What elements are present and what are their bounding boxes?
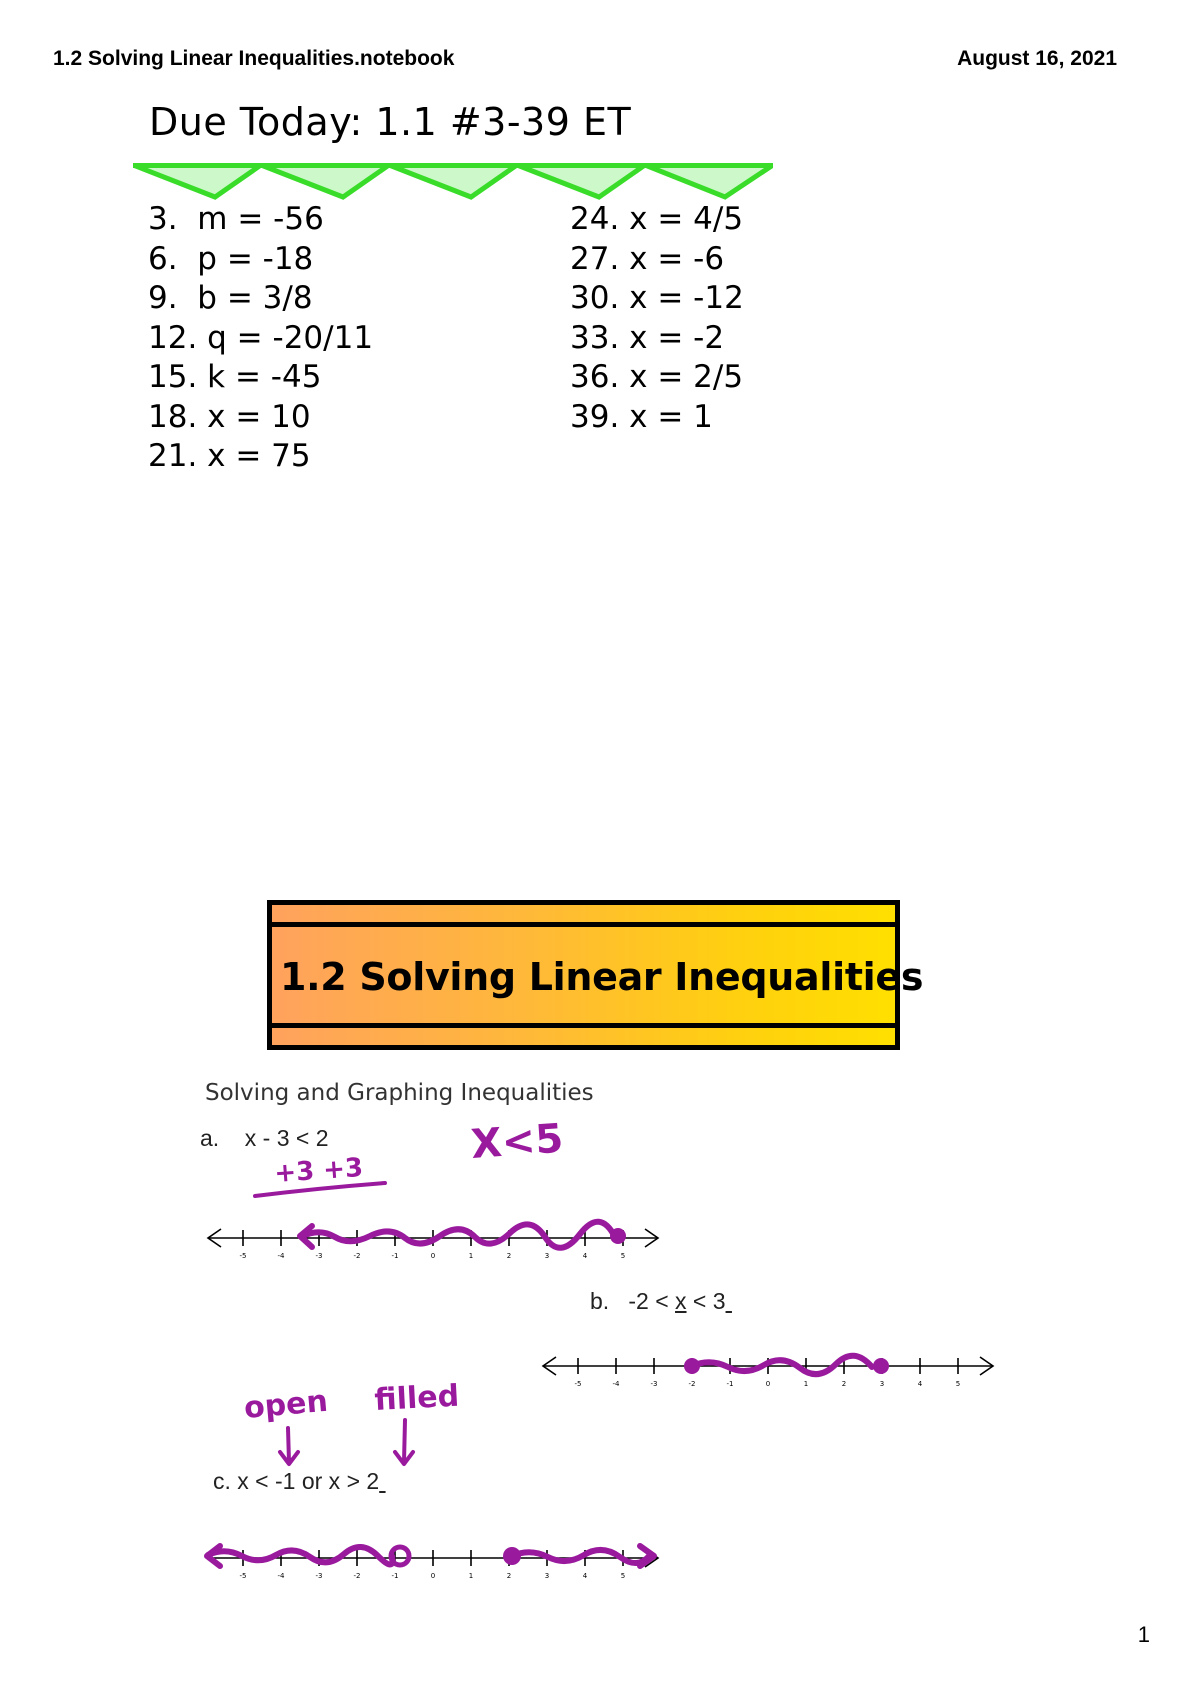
number-line-tick-label: 1 — [803, 1380, 809, 1388]
answer-item: 18. x = 10 — [148, 398, 311, 435]
answer-item: 15. k = -45 — [148, 359, 322, 395]
section-title: 1.2 Solving Linear Inequalities — [280, 955, 924, 999]
number-line-tick-label: -3 — [650, 1380, 658, 1388]
number-line-tick-label: 0 — [430, 1252, 436, 1260]
problem-b-blank — [726, 1288, 732, 1314]
number-line-tick-label: -1 — [391, 1252, 399, 1260]
number-line-tick-label: 0 — [765, 1380, 771, 1388]
number-line-tick-label: 5 — [620, 1252, 626, 1260]
number-line-tick-label: 0 — [430, 1572, 436, 1580]
banner-stripe — [272, 922, 895, 927]
number-line-tick-label: -1 — [391, 1572, 399, 1580]
number-line-tick-label: 2 — [506, 1572, 512, 1580]
due-today-heading: Due Today: 1.1 #3-39 ET — [149, 100, 632, 144]
problem-c — [213, 1468, 386, 1495]
answer-item: 36. x = 2/5 — [570, 359, 744, 395]
number-line-tick-label: 4 — [582, 1572, 588, 1580]
answer-item: 39. x = 1 — [570, 398, 713, 435]
problem-c-blank — [379, 1468, 385, 1494]
problem-b-expression-start: -2 < — [628, 1288, 676, 1314]
page-number: 1 — [1137, 1622, 1150, 1647]
answer-item: 12. q = -20/11 — [148, 319, 374, 356]
number-line-tick-label: 1 — [468, 1252, 474, 1260]
number-line-tick-label: -5 — [239, 1572, 247, 1580]
problem-c-label: c. — [213, 1468, 231, 1494]
number-line-tick-label: -4 — [277, 1252, 285, 1260]
number-line-tick-label: -4 — [277, 1572, 285, 1580]
answer-item: 27. x = -6 — [570, 240, 725, 277]
problem-a-expression: x - 3 < 2 — [244, 1125, 329, 1151]
number-line-tick-label: -5 — [239, 1252, 247, 1260]
number-line-tick-label: 5 — [620, 1572, 626, 1580]
problem-c-expression: x < -1 or x > 2 — [237, 1468, 380, 1494]
number-line-tick-label: -2 — [688, 1380, 696, 1388]
handwritten-note-filled: filled — [373, 1378, 460, 1418]
number-line-tick-label: -3 — [315, 1252, 323, 1260]
number-line-tick-label: 5 — [955, 1380, 961, 1388]
subheading: Solving and Graphing Inequalities — [205, 1080, 594, 1106]
banner-stripe — [272, 1023, 895, 1028]
number-line-c — [205, 1545, 665, 1595]
answers-column-left — [148, 200, 373, 477]
problem-b — [590, 1288, 732, 1315]
answer-item: 3. m = -56 — [148, 201, 324, 237]
number-line-tick-label: 3 — [544, 1572, 550, 1580]
section-title-banner — [267, 900, 924, 1050]
problem-b-label: b. — [590, 1288, 610, 1314]
number-line-tick-label: 3 — [544, 1252, 550, 1260]
document-title: 1.2 Solving Linear Inequalities.notebook — [53, 47, 455, 70]
zigzag-banner-decoration — [133, 163, 773, 203]
answer-item: 9. b = 3/8 — [148, 280, 313, 316]
number-line-b — [540, 1353, 1000, 1403]
number-line-tick-label: 1 — [468, 1572, 474, 1580]
number-line-tick-label: 4 — [582, 1252, 588, 1260]
number-line-tick-label: 2 — [506, 1252, 512, 1260]
number-line-tick-label: -2 — [353, 1572, 361, 1580]
answer-item: 6. p = -18 — [148, 240, 314, 277]
answers-column-right — [570, 200, 744, 437]
number-line-tick-label: 3 — [879, 1380, 885, 1388]
handwritten-note-open: open — [242, 1383, 330, 1426]
handwritten-answer-a: X<5 — [469, 1115, 565, 1168]
handwritten-work-a: +3 +3 — [273, 1152, 365, 1189]
number-line-tick-label: -2 — [353, 1252, 361, 1260]
problem-a-label: a. — [200, 1125, 220, 1151]
number-line-tick-label: -3 — [315, 1572, 323, 1580]
problem-b-expression-end: < 3 — [686, 1288, 726, 1314]
problem-a — [200, 1125, 328, 1152]
answer-item: 24. x = 4/5 — [570, 201, 744, 237]
answer-item: 21. x = 75 — [148, 438, 311, 474]
number-line-tick-label: -5 — [574, 1380, 582, 1388]
problem-b-variable: x — [675, 1288, 687, 1314]
number-line-tick-label: -1 — [726, 1380, 734, 1388]
number-line-tick-label: -4 — [612, 1380, 620, 1388]
number-line-a — [205, 1225, 665, 1275]
document-date: August 16, 2021 — [957, 47, 1117, 70]
answer-item: 33. x = -2 — [570, 319, 725, 356]
number-line-tick-label: 2 — [841, 1380, 847, 1388]
answer-item: 30. x = -12 — [570, 280, 744, 316]
number-line-tick-label: 4 — [917, 1380, 923, 1388]
